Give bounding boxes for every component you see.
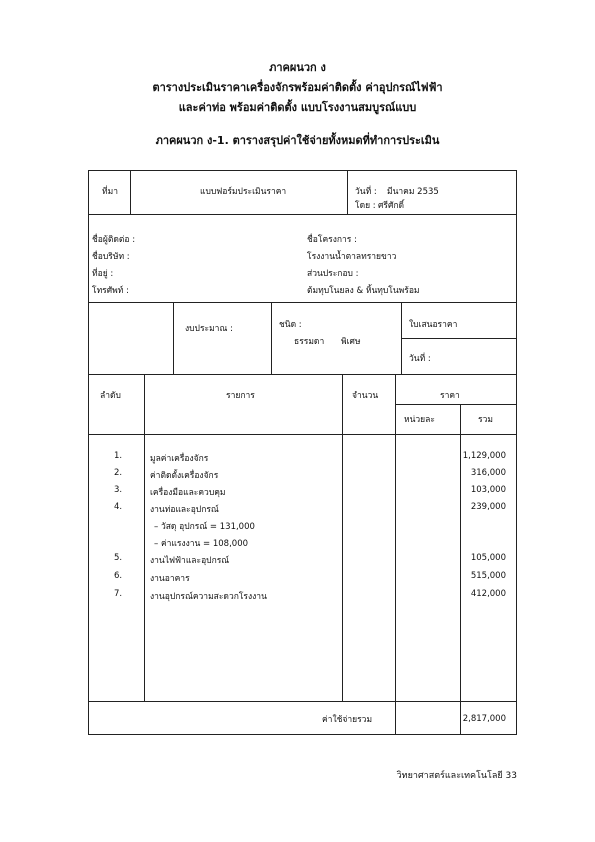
row-total: 316,000 — [470, 468, 506, 478]
budget-label: งบประมาณ : — [185, 324, 233, 334]
quote-label: ใบเสนอราคา — [409, 320, 458, 330]
row-item: – ค่าแรงงาน = 108,000 — [154, 539, 249, 549]
by-value: ศรีศักดิ์ — [378, 201, 405, 211]
col-item-header: รายการ — [226, 391, 255, 401]
appendix-title: ภาคผนวก ง — [269, 61, 326, 74]
col-unit-header: หน่วยละ — [404, 415, 435, 425]
form-title: แบบฟอร์มประเมินราคา — [200, 187, 287, 197]
row-no: 6. — [114, 571, 123, 581]
row-item: งานอาคาร — [150, 574, 190, 584]
row-item: งานท่อและอุปกรณ์ — [150, 505, 219, 515]
kind-normal: ธรรมดา — [294, 337, 325, 347]
table-subtitle: ภาคผนวก ง-1. ตารางสรุปค่าใช้จ่ายทั้งหมดที่ทำการประเมิน — [155, 134, 440, 147]
sum-value: 2,817,000 — [462, 714, 506, 724]
type-label: ส่วนประกอบ : — [307, 269, 359, 279]
sum-label: ค่าใช้จ่ายรวม — [322, 715, 373, 725]
row-item: ค่าติดตั้งเครื่องจักร — [150, 471, 219, 481]
kind-label: ชนิด : — [279, 320, 302, 330]
date-label: วันที่ : — [355, 187, 377, 197]
footer-text: วิทยาศาสตร์และเทคโนโลยี — [396, 771, 503, 781]
row-item: งานไฟฟ้าและอุปกรณ์ — [150, 556, 230, 566]
row-item: งานอุปกรณ์ความสะดวกโรงงาน — [150, 592, 267, 602]
row-no: 3. — [114, 485, 123, 495]
row-total: 239,000 — [470, 502, 506, 512]
company-label: ชื่อบริษัท : — [92, 252, 130, 262]
source-label: ที่มา — [102, 187, 118, 197]
project-value: โรงงานน้ำตาลทรายขาว — [307, 252, 397, 262]
header-line-2: ตารางประเมินราคาเครื่องจักรพร้อมค่าติดตั้ง ค่าอุปกรณ์ไฟฟ้า — [152, 81, 443, 94]
page-number: 33 — [505, 771, 517, 781]
row-total: 412,000 — [470, 589, 506, 599]
row-total: 103,000 — [470, 485, 506, 495]
contact-person-label: ชื่อผู้ติดต่อ : — [92, 235, 136, 245]
date-value: มีนาคม 2535 — [387, 187, 439, 197]
col-no-header: ลำดับ — [100, 391, 121, 401]
row-no: 5. — [114, 553, 123, 563]
col-qty-header: จำนวน — [352, 391, 379, 401]
row-no: 7. — [114, 589, 123, 599]
page-footer — [397, 768, 517, 782]
by-label: โดย : — [355, 201, 376, 211]
row-total: 105,000 — [470, 553, 506, 563]
type-value: ต้มทุบโนยลง & หิ้นทุบโนพร้อม — [307, 286, 420, 296]
col-total-header: รวม — [478, 415, 493, 425]
kind-special: พิเศษ — [341, 337, 361, 347]
row-item: เครื่องมือและควบคุม — [150, 488, 226, 498]
row-item: มูลค่าเครื่องจักร — [150, 454, 209, 464]
phone-label: โทรศัพท์ : — [92, 286, 129, 296]
row-no: 1. — [114, 451, 123, 461]
col-price-header: ราคา — [440, 391, 460, 401]
row-item: – วัสดุ อุปกรณ์ = 131,000 — [154, 522, 255, 532]
address-label: ที่อยู่ : — [92, 269, 114, 279]
row-total: 515,000 — [470, 571, 506, 581]
row-no: 2. — [114, 468, 123, 478]
row-total: 1,129,000 — [462, 451, 506, 461]
header-line-3: และค่าท่อ พร้อมค่าติดตั้ง แบบโรงงานสมบูรณ์แบบ — [178, 101, 417, 114]
quote-date-label: วันที่ : — [409, 354, 431, 364]
row-no: 4. — [114, 502, 123, 512]
project-label: ชื่อโครงการ : — [307, 235, 357, 245]
